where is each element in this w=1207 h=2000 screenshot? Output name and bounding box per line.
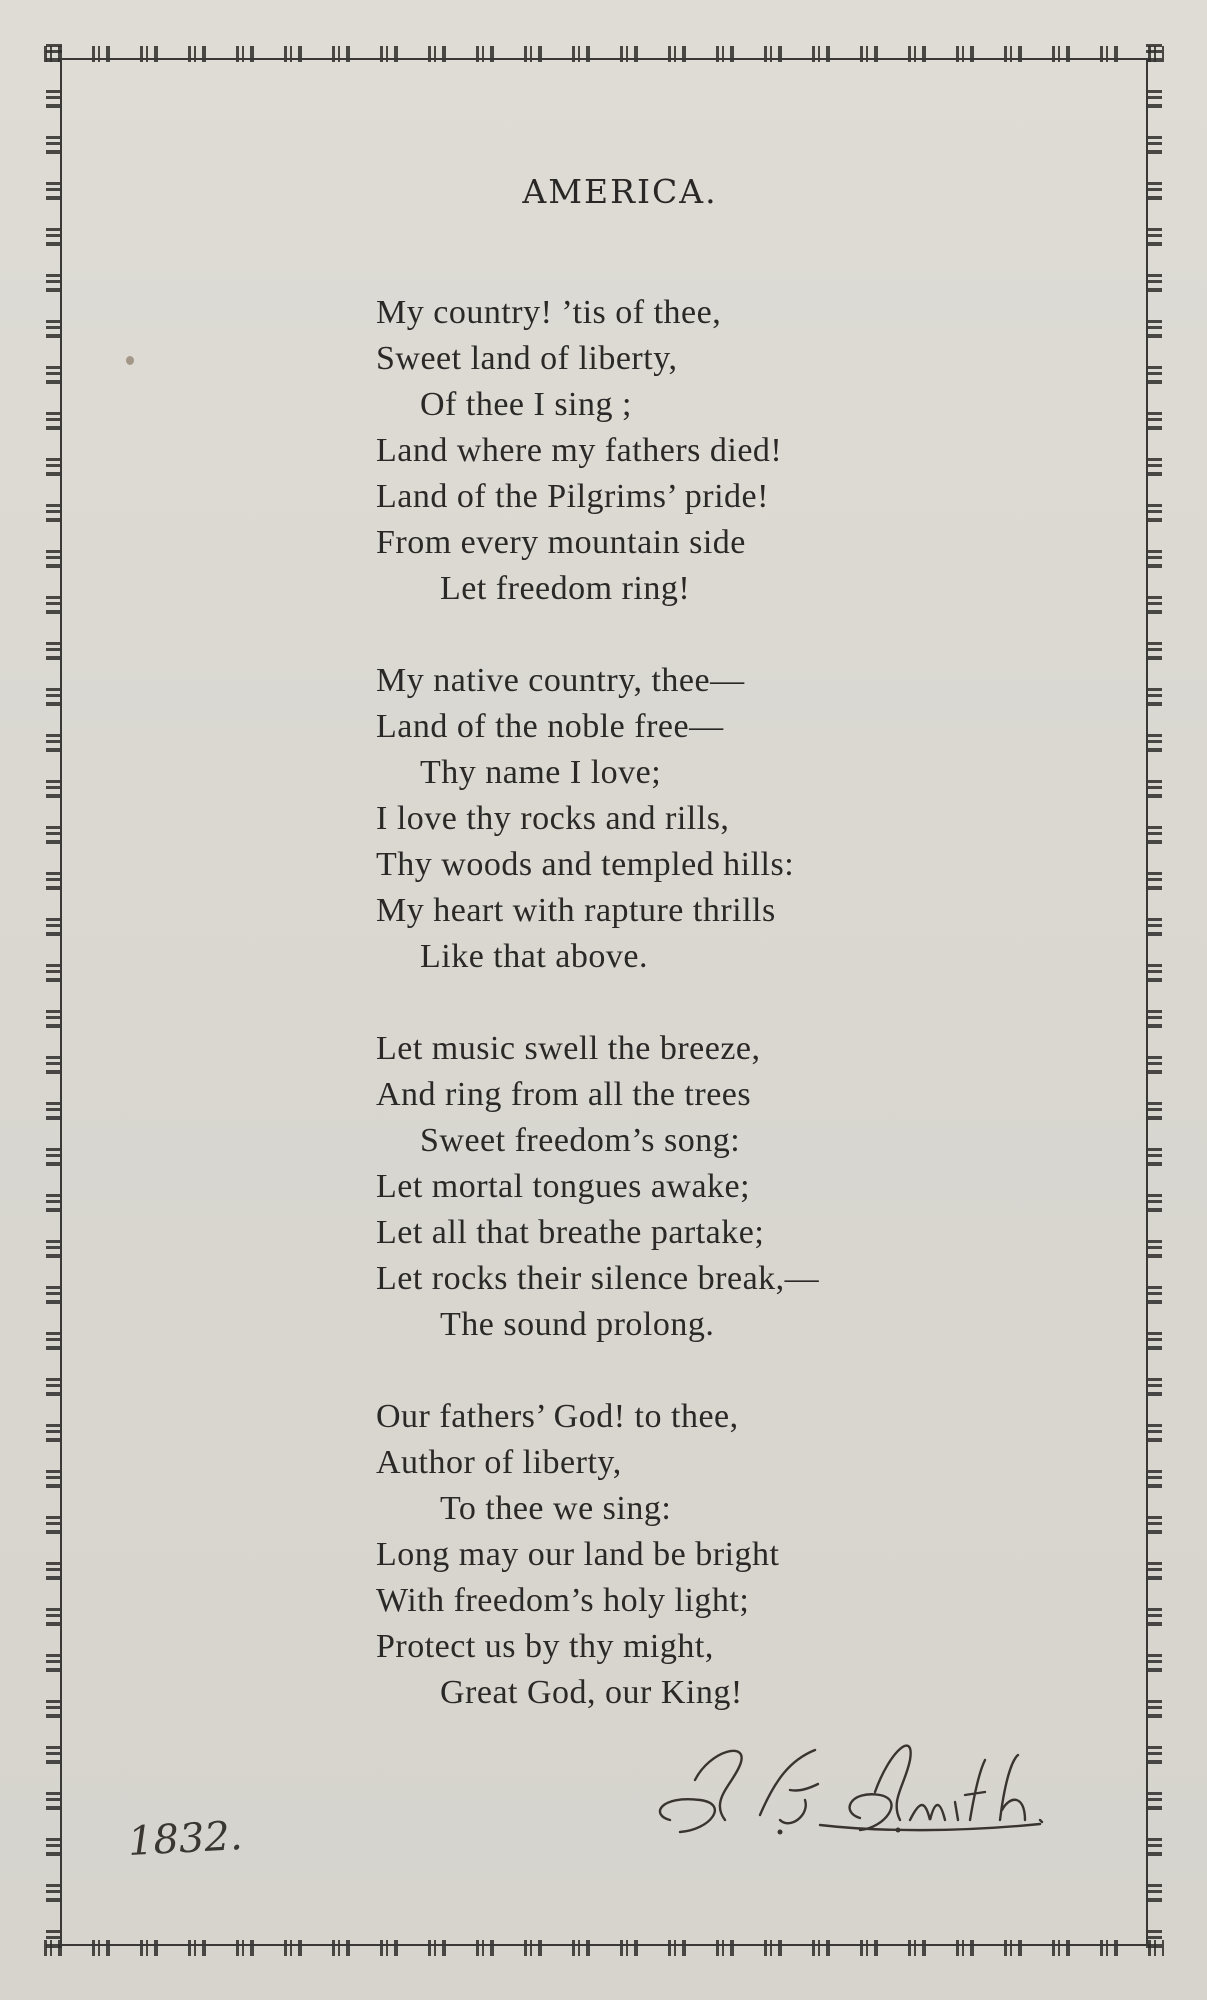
poem-line: Land where my fathers died! xyxy=(376,432,783,469)
poem-line: I love thy rocks and rills, xyxy=(376,800,730,837)
poem-title: AMERICA. xyxy=(522,172,718,211)
ornamental-border-right xyxy=(1146,44,1162,1956)
stanza xyxy=(376,658,936,980)
poem-line: My country! ’tis of thee, xyxy=(376,294,722,331)
poem-line: From every mountain side xyxy=(376,524,746,561)
poem-line: Author of liberty, xyxy=(376,1444,622,1481)
poem-line: Protect us by thy might, xyxy=(376,1628,714,1665)
poem-line: With freedom’s holy light; xyxy=(376,1582,750,1619)
stanza xyxy=(376,1026,936,1348)
poem-line: Thy woods and templed hills: xyxy=(376,846,795,883)
poem-line: Land of the noble free— xyxy=(376,708,724,745)
poem-line: My native country, thee— xyxy=(376,662,745,699)
signature-image xyxy=(640,1720,1080,1850)
poem-line: Like that above. xyxy=(420,938,648,975)
poem-line: Let rocks their silence break,— xyxy=(376,1260,820,1297)
poem-line: Thy name I love; xyxy=(420,754,662,791)
poem-body xyxy=(376,290,936,1762)
poem-line: Great God, our King! xyxy=(440,1674,743,1711)
poem-line: Long may our land be bright xyxy=(376,1536,780,1573)
poem-line: Of thee I sing ; xyxy=(420,386,632,423)
poem-line: Let music swell the breeze, xyxy=(376,1030,761,1067)
poem-line: Let mortal tongues awake; xyxy=(376,1168,751,1205)
paper-foxing-spot xyxy=(126,356,134,365)
poem-line: To thee we sing: xyxy=(440,1490,672,1527)
poem-line: And ring from all the trees xyxy=(376,1076,752,1113)
handwritten-year: 1832. xyxy=(126,1813,244,1865)
poem-line: Sweet freedom’s song: xyxy=(420,1122,741,1159)
poem-line: Our fathers’ God! to thee, xyxy=(376,1398,739,1435)
stanza xyxy=(376,290,936,612)
poem-line: Let freedom ring! xyxy=(440,570,691,607)
poem-line: The sound prolong. xyxy=(440,1306,715,1343)
stanza xyxy=(376,1394,936,1716)
poem-line: Land of the Pilgrims’ pride! xyxy=(376,478,769,515)
poem-line: My heart with rapture thrills xyxy=(376,892,776,929)
poem-line: Let all that breathe partake; xyxy=(376,1214,765,1251)
poem-line: Sweet land of liberty, xyxy=(376,340,678,377)
